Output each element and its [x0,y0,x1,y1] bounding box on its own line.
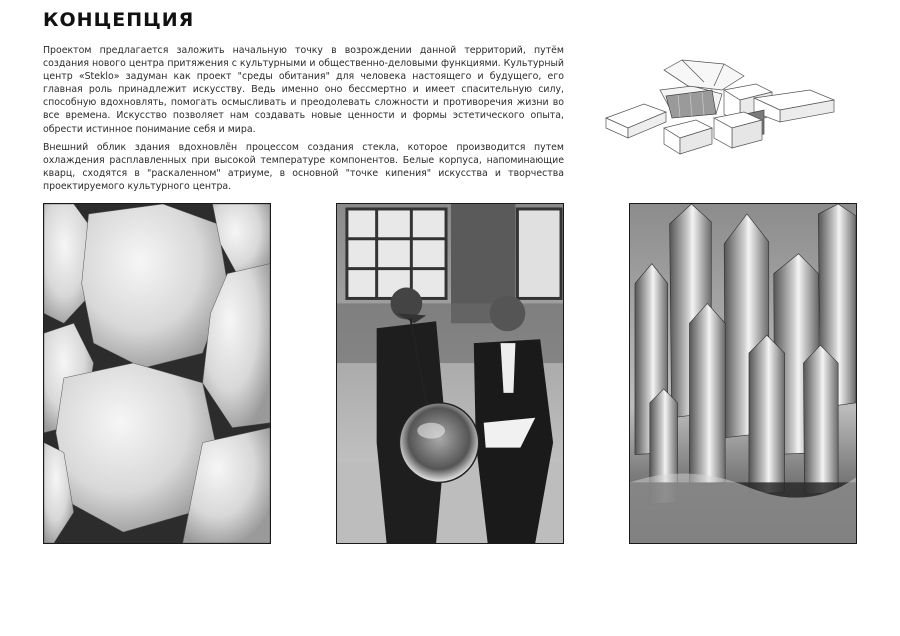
concept-paragraph-2: Внешний облик здания вдохновлён процессом создания стекла, которое производится путем охлаждения расплавленных при высокой температуре компонентов. Белые корпуса, напоминающие кварц, сходятся в "раскаленном" атриуме, в основной "точке кипения" искусства и творчества проектируемого культурного центра. [43,142,564,193]
page-title: КОНЦЕПЦИЯ [43,9,195,31]
white-stones-photo [43,203,271,544]
axonometric-diagram [604,56,836,160]
concept-paragraph-1: Проектом предлагается заложить начальную точку в возрождении данной территорий, путём создания нового центра притяжения с культурными и общественно-деловыми функциями. Культурный центр «Steklo» задуман как проект "среды обитания" для человека настоящего и будущего, его главная роль принадлежит искусству. Ведь именно оно бессмертно и имеет спасительную силу, способную вдохновлять, помогать осмысливать и преодолевать сложности и противоречия жизни во все времена. Искусство позволяет нам создавать новые ценности и формы эстетического опыта, обрести истинное понимание себя и мира. [43,45,564,135]
quartz-crystals-photo [629,203,857,544]
glassblowers-photo [336,203,564,544]
